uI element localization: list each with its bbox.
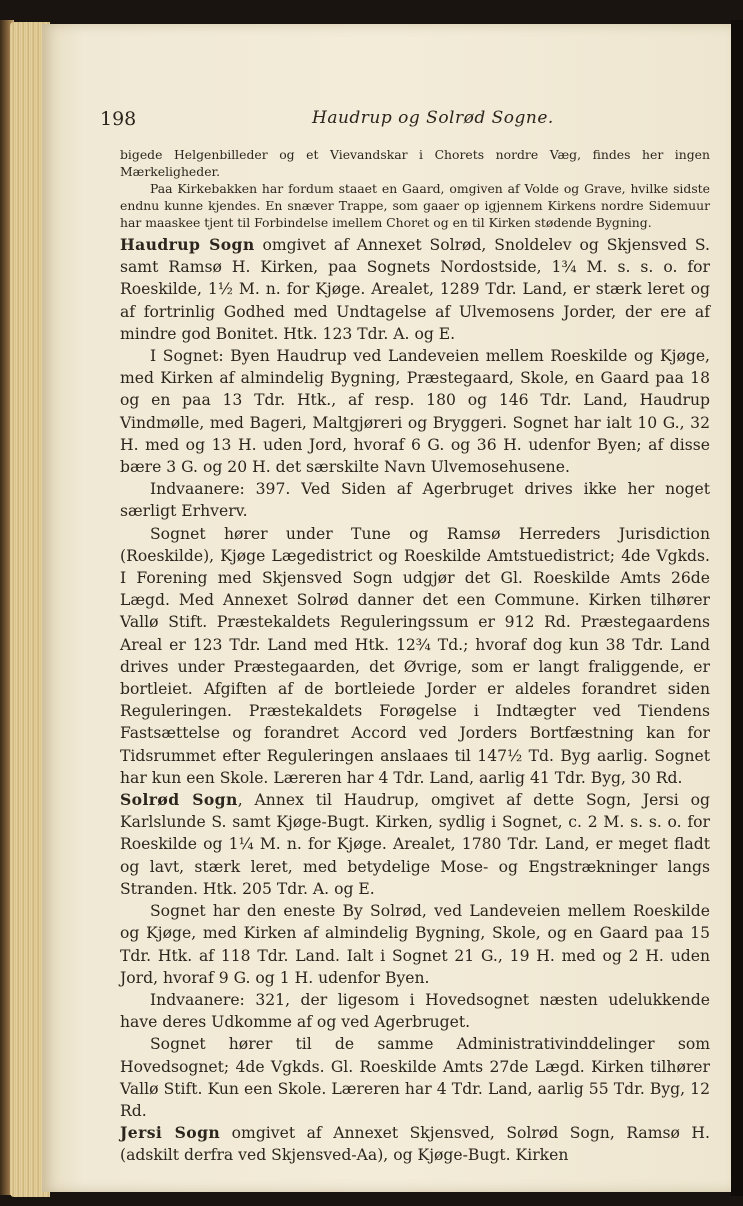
paragraph-text: bigede Helgenbilleder og et Vievandskar i Chorets nordre Væg, findes her ingen Mærkeligheder. [120,147,710,179]
paragraph-text: omgivet af Annexet Solrød, Snoldelev og Skjensved S. samt Ramsø H. Kirken, paa Sognets Nordostside, 1¾ M. s. s. o. for Roeskilde, 1½ M. n. for Kjøge. Arealet, 1289 Tdr. Land, er stærk leret og af fortrinlig Godhed med Undtagelse af Ulvemosens Jorder, der ere af mindre god Bonitet. Htk. 123 Tdr. A. og E. [120,236,710,343]
section-paragraph [120,789,710,900]
paragraph [120,180,710,231]
paragraph-text: Sognet hører til de samme Administrativinddelinger som Hovedsognet; 4de Vgkds. Gl. Roeskilde Amts 27de Lægd. Kirken tilhører Vallø Stift. Kun een Skole. Læreren har 4 Tdr. Land, aarlig 55 Tdr. Byg, 12 Rd. [120,1035,710,1120]
running-title: Haudrup og Solrød Sogne. [312,108,554,128]
paragraph [120,146,710,180]
page-shadow-edge [731,20,743,1196]
paragraph-text: Sognet har den eneste By Solrød, ved Landeveien mellem Roeskilde og Kjøge, med Kirken af almindelig Bygning, Skole, og en Gaard paa 15 Tdr. Htk. af 118 Tdr. Land. Ialt i Sognet 21 G., 19 H. med og 2 H. uden Jord, hvoraf 9 G. og 1 H. udenfor Byen. [120,902,710,987]
paragraph [120,523,710,789]
paragraph [120,1033,710,1122]
section-paragraph [120,1122,710,1166]
page-number: 198 [100,108,137,130]
paragraph-text: Indvaanere: 321, der ligesom i Hovedsognet næsten udelukkende have deres Udkomme af og ved Agerbruget. [120,990,710,1032]
paragraph-text: Indvaanere: 397. Ved Siden af Agerbruget drives ikke her noget særligt Erhverv. [120,480,710,521]
section-heading: Haudrup Sogn [120,235,255,254]
paragraph-text: Sognet hører under Tune og Ramsø Herreders Jurisdiction (Roeskilde), Kjøge Lægedistrict og Roeskilde Amtstuedistrict; 4de Vgkds. I Forening med Skjensved Sogn udgjør det Gl. Roeskilde Amts 26de Lægd. Med Annexet Solrød danner det een Commune. Kirken tilhører Vallø Stift. Præstekaldets Reguleringssum er 912 Rd. Præstegaardens Areal er 123 Tdr. Land med Htk. 12¾ Td.; hvoraf dog kun 38 Tdr. Land drives under Præstegaarden, det Øvrige, som er langt fraliggende, er bortleiet. Afgiften af de bortleiede Jorder er aldeles forandret siden Reguleringen. Præstekaldets Forøgelse i Indtægter ved Tiendens Fastsættelse og forandret Accord ved Jorders Bortfæstning kan for Tidsrummet efter Reguleringen anslaaes til 147½ Td. Byg aarlig. Sognet har kun een Skole. Læreren har 4 Tdr. Land, aarlig 41 Tdr. Byg, 30 Rd. [120,524,710,787]
paragraph-text: , Annex til Haudrup, omgivet af dette Sogn, Jersi og Karlslunde S. samt Kjøge-Bugt. Kirken, sydlig i Sognet, c. 2 M. s. s. o. for Roeskilde og 1¼ M. n. for Kjøge. Arealet, 1780 Tdr. Land, er meget fladt og lavt, stærk leret, med betydelige Mose- og Engstrækninger langs Stranden. Htk. 205 Tdr. A. og E. [120,791,710,898]
paragraph [120,478,710,522]
paragraph [120,900,710,989]
section-paragraph [120,234,710,345]
section-heading: Jersi Sogn [120,1123,221,1143]
paragraph-text: I Sognet: Byen Haudrup ved Landeveien mellem Roeskilde og Kjøge, med Kirken af almindelig Bygning, Præstegaard, Skole, en Gaard paa 18 og en paa 13 Tdr. Htk., af resp. 180 og 146 Tdr. Land, Haudrup Vindmølle, med Bageri, Maltgjøreri og Bryggeri. Sognet har ialt 10 G., 32 H. med og 13 H. uden Jord, hvoraf 6 G. og 36 H. udenfor Byen; af disse bære 3 G. og 20 H. det særskilte Navn Ulvemosehusene. [120,347,710,477]
section-heading: Solrød Sogn [120,790,238,810]
paragraph-text: Paa Kirkebakken har fordum staaet en Gaard, omgiven af Volde og Grave, hvilke sidste endnu kunne kjendes. En snæver Trappe, som gaaer op igjennem Kirkens nordre Sidemuur har maaskee tjent til Forbindelse imellem Choret og en til Kirken stødende Bygning. [120,181,710,230]
page-header [100,108,700,132]
paragraph-text: omgivet af Annexet Skjensved, Solrød Sogn, Ramsø H. (adskilt derfra ved Skjensved-Aa), og Kjøge-Bugt. Kirken [120,1124,710,1165]
paragraph [120,989,710,1033]
body-text [120,146,710,1167]
paragraph [120,345,710,478]
